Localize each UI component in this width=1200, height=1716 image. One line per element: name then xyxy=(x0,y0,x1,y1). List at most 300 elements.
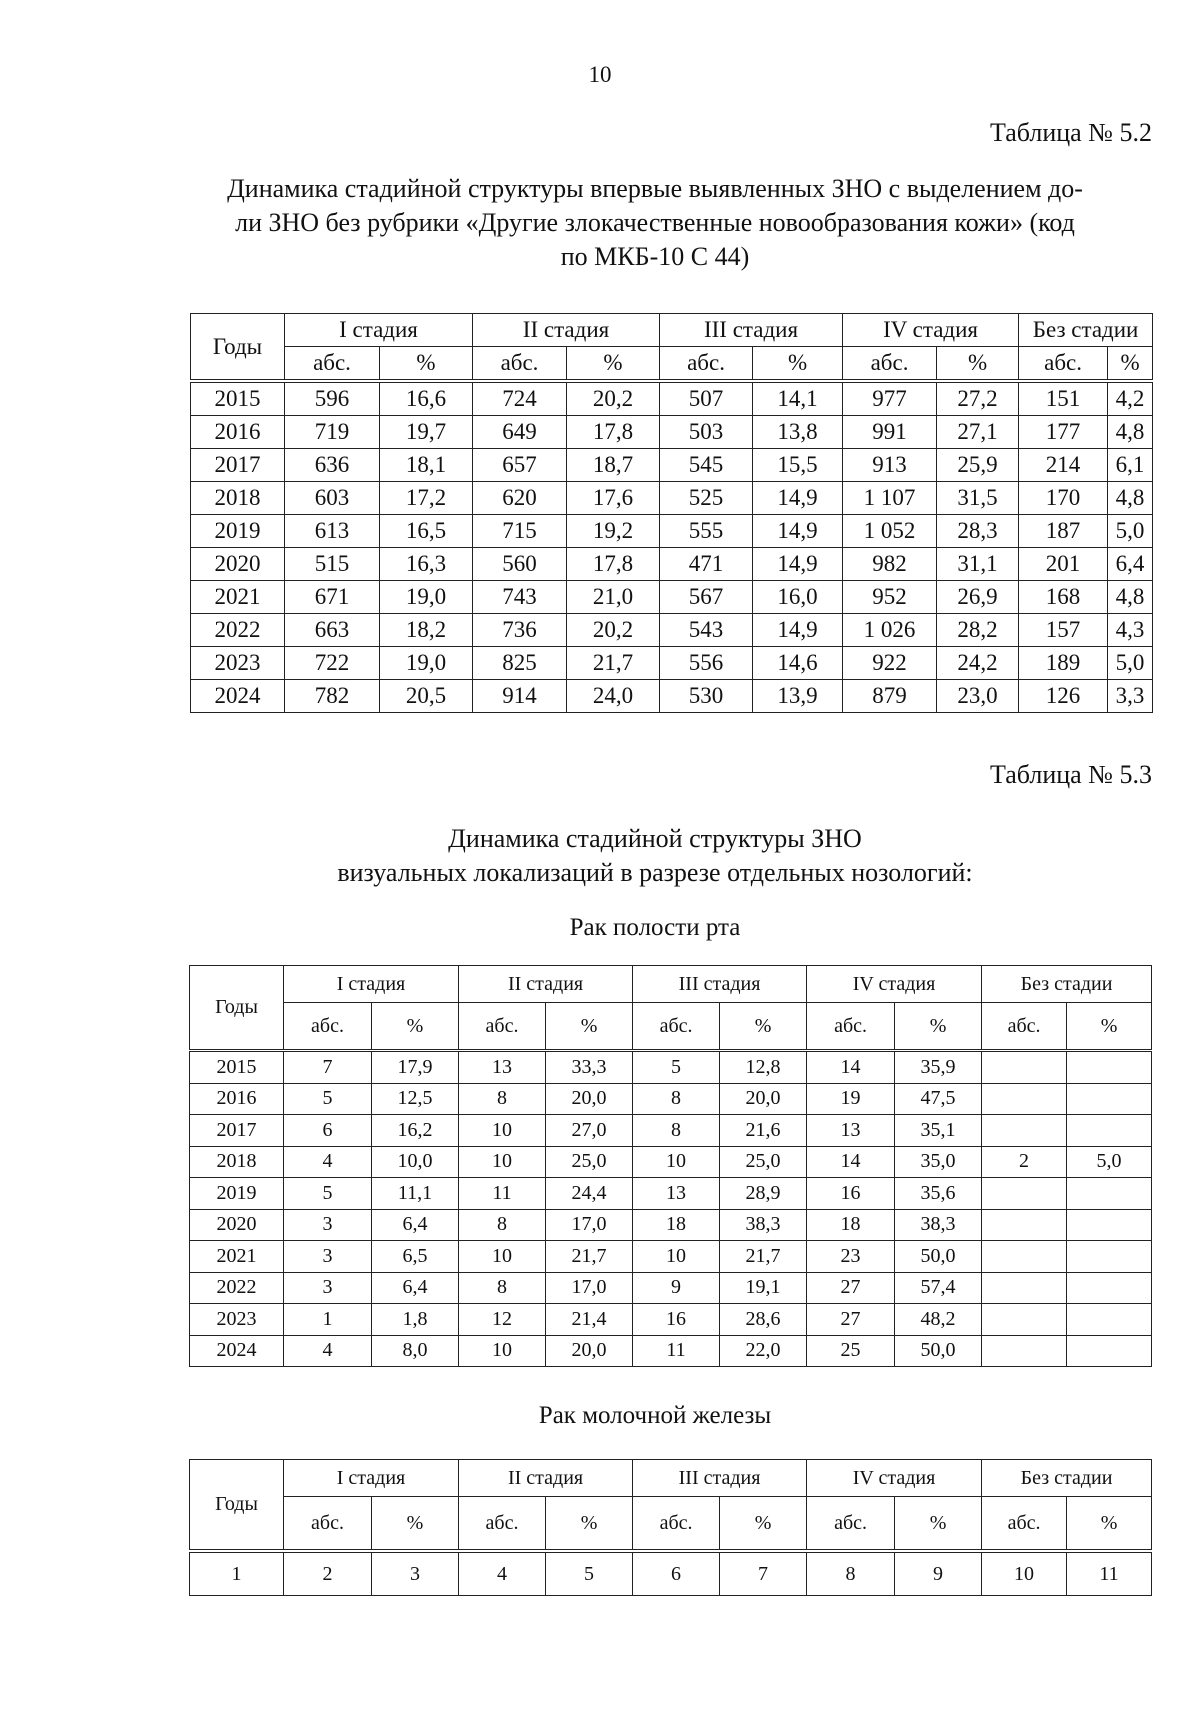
title-line: Динамика стадийной структуры ЗНО xyxy=(448,824,862,853)
value-cell: 151 xyxy=(1019,381,1108,416)
value-cell: 4 xyxy=(459,1551,546,1596)
value-cell: 5,0 xyxy=(1108,647,1153,680)
value-cell: 13,8 xyxy=(753,416,843,449)
table-5-2-title xyxy=(150,172,1160,274)
value-cell: 22,0 xyxy=(720,1335,807,1367)
value-cell: 715 xyxy=(473,515,567,548)
value-cell xyxy=(1067,1115,1152,1147)
breast-cancer-subtitle: Рак молочной железы xyxy=(538,1402,772,1429)
value-cell: 20,2 xyxy=(567,614,660,647)
value-cell: 33,3 xyxy=(546,1051,633,1084)
year-cell: 2019 xyxy=(191,515,285,548)
value-cell: 2 xyxy=(982,1146,1067,1178)
value-cell xyxy=(982,1241,1067,1273)
value-cell: 5 xyxy=(284,1083,372,1115)
value-cell: 126 xyxy=(1019,680,1108,713)
value-cell: 21,0 xyxy=(567,581,660,614)
abs-header: абс. xyxy=(843,347,937,382)
value-cell: 6,4 xyxy=(372,1209,459,1241)
value-cell: 5,0 xyxy=(1067,1146,1152,1178)
value-cell: 8,0 xyxy=(372,1335,459,1367)
year-cell: 1 xyxy=(190,1551,284,1596)
value-cell: 8 xyxy=(459,1209,546,1241)
table-row xyxy=(190,1272,1152,1304)
abs-header: абс. xyxy=(285,347,380,382)
value-cell: 913 xyxy=(843,449,937,482)
pct-header: % xyxy=(372,1003,459,1051)
value-cell: 10 xyxy=(459,1241,546,1273)
table-header xyxy=(190,966,1152,1051)
value-cell: 20,0 xyxy=(720,1083,807,1115)
abs-header: абс. xyxy=(459,1497,546,1552)
value-cell: 620 xyxy=(473,482,567,515)
value-cell: 11 xyxy=(633,1335,720,1367)
value-cell: 13,9 xyxy=(753,680,843,713)
value-cell: 26,9 xyxy=(937,581,1019,614)
value-cell: 952 xyxy=(843,581,937,614)
stage-header: II стадия xyxy=(473,314,660,347)
table-body xyxy=(191,381,1153,713)
year-cell: 2021 xyxy=(190,1241,284,1273)
value-cell: 6,5 xyxy=(372,1241,459,1273)
value-cell: 560 xyxy=(473,548,567,581)
value-cell: 471 xyxy=(660,548,753,581)
value-cell xyxy=(982,1051,1067,1084)
value-cell: 879 xyxy=(843,680,937,713)
value-cell: 5 xyxy=(284,1178,372,1210)
value-cell: 24,0 xyxy=(567,680,660,713)
value-cell: 4,8 xyxy=(1108,416,1153,449)
abs-header: абс. xyxy=(982,1497,1067,1552)
value-cell: 567 xyxy=(660,581,753,614)
year-cell: 2016 xyxy=(190,1083,284,1115)
abs-header: абс. xyxy=(807,1003,895,1051)
abs-header: абс. xyxy=(1019,347,1108,382)
value-cell: 982 xyxy=(843,548,937,581)
value-cell: 14,9 xyxy=(753,482,843,515)
oral-cancer-subtitle: Рак полости рта xyxy=(569,914,741,941)
table-header xyxy=(190,1460,1152,1552)
value-cell: 187 xyxy=(1019,515,1108,548)
stage-header: I стадия xyxy=(285,314,473,347)
year-cell: 2015 xyxy=(191,381,285,416)
value-cell: 6 xyxy=(284,1115,372,1147)
value-cell: 10 xyxy=(459,1146,546,1178)
value-cell: 27,1 xyxy=(937,416,1019,449)
table-header xyxy=(191,314,1153,382)
value-cell: 5 xyxy=(633,1051,720,1084)
year-cell: 2024 xyxy=(191,680,285,713)
value-cell: 4,8 xyxy=(1108,581,1153,614)
value-cell: 21,7 xyxy=(546,1241,633,1273)
year-cell: 2023 xyxy=(191,647,285,680)
value-cell: 719 xyxy=(285,416,380,449)
value-cell: 14,9 xyxy=(753,548,843,581)
value-cell: 503 xyxy=(660,416,753,449)
table-row xyxy=(191,548,1153,581)
value-cell: 977 xyxy=(843,381,937,416)
value-cell: 35,9 xyxy=(895,1051,982,1084)
value-cell: 991 xyxy=(843,416,937,449)
value-cell: 20,0 xyxy=(546,1335,633,1367)
value-cell: 170 xyxy=(1019,482,1108,515)
value-cell: 16,5 xyxy=(380,515,473,548)
value-cell xyxy=(1067,1335,1152,1367)
year-cell: 2022 xyxy=(191,614,285,647)
value-cell: 16,3 xyxy=(380,548,473,581)
value-cell: 724 xyxy=(473,381,567,416)
stage-header: Без стадии xyxy=(1019,314,1153,347)
value-cell: 31,5 xyxy=(937,482,1019,515)
value-cell: 24,2 xyxy=(937,647,1019,680)
value-cell: 3,3 xyxy=(1108,680,1153,713)
value-cell: 25,0 xyxy=(546,1146,633,1178)
year-cell: 2023 xyxy=(190,1304,284,1336)
value-cell: 17,9 xyxy=(372,1051,459,1084)
stage-header: III стадия xyxy=(633,1460,807,1497)
value-cell xyxy=(1067,1051,1152,1084)
value-cell: 507 xyxy=(660,381,753,416)
value-cell: 18,7 xyxy=(567,449,660,482)
value-cell xyxy=(1067,1083,1152,1115)
table-row xyxy=(191,482,1153,515)
value-cell: 545 xyxy=(660,449,753,482)
value-cell: 4 xyxy=(284,1146,372,1178)
stage-header: I стадия xyxy=(284,1460,459,1497)
value-cell: 7 xyxy=(284,1051,372,1084)
value-cell: 649 xyxy=(473,416,567,449)
value-cell: 1 107 xyxy=(843,482,937,515)
value-cell xyxy=(982,1335,1067,1367)
value-cell: 922 xyxy=(843,647,937,680)
value-cell: 177 xyxy=(1019,416,1108,449)
value-cell: 19,7 xyxy=(380,416,473,449)
value-cell: 12,5 xyxy=(372,1083,459,1115)
table-row xyxy=(191,614,1153,647)
pct-header: % xyxy=(1067,1497,1152,1552)
value-cell: 10,0 xyxy=(372,1146,459,1178)
table-row xyxy=(191,449,1153,482)
value-cell: 24,4 xyxy=(546,1178,633,1210)
value-cell: 14,9 xyxy=(753,614,843,647)
value-cell xyxy=(1067,1209,1152,1241)
value-cell: 5 xyxy=(546,1551,633,1596)
year-cell: 2016 xyxy=(191,416,285,449)
table-row xyxy=(190,1115,1152,1147)
value-cell: 9 xyxy=(633,1272,720,1304)
year-cell: 2020 xyxy=(191,548,285,581)
abs-header: абс. xyxy=(473,347,567,382)
value-cell: 515 xyxy=(285,548,380,581)
oral-cancer-table xyxy=(189,965,1152,1367)
value-cell: 636 xyxy=(285,449,380,482)
value-cell: 19,0 xyxy=(380,581,473,614)
value-cell: 603 xyxy=(285,482,380,515)
value-cell: 12,8 xyxy=(720,1051,807,1084)
stage-header: Без стадии xyxy=(982,966,1152,1003)
value-cell: 21,6 xyxy=(720,1115,807,1147)
value-cell: 722 xyxy=(285,647,380,680)
value-cell: 12 xyxy=(459,1304,546,1336)
table-body xyxy=(190,1551,1152,1596)
value-cell: 4,8 xyxy=(1108,482,1153,515)
stage-header: IV стадия xyxy=(843,314,1019,347)
value-cell: 14 xyxy=(807,1146,895,1178)
value-cell: 2 xyxy=(284,1551,372,1596)
title-line: визуальных локализаций в разрезе отдельных нозологий: xyxy=(337,858,973,887)
value-cell xyxy=(1067,1178,1152,1210)
value-cell: 14,1 xyxy=(753,381,843,416)
value-cell: 743 xyxy=(473,581,567,614)
value-cell: 25,0 xyxy=(720,1146,807,1178)
value-cell: 11,1 xyxy=(372,1178,459,1210)
value-cell: 16,0 xyxy=(753,581,843,614)
value-cell xyxy=(982,1083,1067,1115)
value-cell: 15,5 xyxy=(753,449,843,482)
value-cell: 20,2 xyxy=(567,381,660,416)
stage-header: I стадия xyxy=(284,966,459,1003)
value-cell: 10 xyxy=(459,1115,546,1147)
pct-header: % xyxy=(567,347,660,382)
value-cell: 825 xyxy=(473,647,567,680)
value-cell: 13 xyxy=(459,1051,546,1084)
value-cell: 11 xyxy=(459,1178,546,1210)
value-cell: 14 xyxy=(807,1051,895,1084)
value-cell: 27 xyxy=(807,1304,895,1336)
title-line: ли ЗНО без рубрики «Другие злокачественные новообразования кожи» (код xyxy=(235,208,1075,237)
value-cell: 16 xyxy=(633,1304,720,1336)
pct-header: % xyxy=(380,347,473,382)
value-cell: 20,5 xyxy=(380,680,473,713)
value-cell: 23 xyxy=(807,1241,895,1273)
abs-header: абс. xyxy=(660,347,753,382)
value-cell: 1,8 xyxy=(372,1304,459,1336)
value-cell: 38,3 xyxy=(720,1209,807,1241)
value-cell: 663 xyxy=(285,614,380,647)
value-cell: 4,2 xyxy=(1108,381,1153,416)
value-cell: 6 xyxy=(633,1551,720,1596)
value-cell: 736 xyxy=(473,614,567,647)
value-cell xyxy=(982,1115,1067,1147)
year-cell: 2018 xyxy=(190,1146,284,1178)
year-cell: 2019 xyxy=(190,1178,284,1210)
stage-header: III стадия xyxy=(660,314,843,347)
table-row xyxy=(190,1209,1152,1241)
pct-header: % xyxy=(720,1497,807,1552)
value-cell: 57,4 xyxy=(895,1272,982,1304)
value-cell: 10 xyxy=(459,1335,546,1367)
value-cell: 13 xyxy=(807,1115,895,1147)
value-cell: 782 xyxy=(285,680,380,713)
year-cell: 2021 xyxy=(191,581,285,614)
table-5-2 xyxy=(190,313,1153,713)
value-cell: 6,4 xyxy=(1108,548,1153,581)
year-cell: 2015 xyxy=(190,1051,284,1084)
value-cell: 21,4 xyxy=(546,1304,633,1336)
value-cell xyxy=(1067,1241,1152,1273)
table-row xyxy=(191,581,1153,614)
value-cell xyxy=(982,1178,1067,1210)
years-header: Годы xyxy=(191,314,285,382)
value-cell: 17,6 xyxy=(567,482,660,515)
value-cell: 555 xyxy=(660,515,753,548)
value-cell: 47,5 xyxy=(895,1083,982,1115)
value-cell xyxy=(1067,1304,1152,1336)
value-cell: 28,3 xyxy=(937,515,1019,548)
abs-header: абс. xyxy=(284,1003,372,1051)
value-cell: 25 xyxy=(807,1335,895,1367)
value-cell: 27,0 xyxy=(546,1115,633,1147)
value-cell: 1 xyxy=(284,1304,372,1336)
value-cell: 6,4 xyxy=(372,1272,459,1304)
value-cell: 4 xyxy=(284,1335,372,1367)
table-row xyxy=(190,1335,1152,1367)
value-cell: 27,2 xyxy=(937,381,1019,416)
value-cell xyxy=(1067,1272,1152,1304)
value-cell: 35,6 xyxy=(895,1178,982,1210)
year-cell: 2017 xyxy=(190,1115,284,1147)
value-cell: 31,1 xyxy=(937,548,1019,581)
pct-header: % xyxy=(895,1003,982,1051)
page-number: 10 xyxy=(588,62,612,87)
value-cell: 50,0 xyxy=(895,1335,982,1367)
value-cell: 1 052 xyxy=(843,515,937,548)
value-cell: 4,3 xyxy=(1108,614,1153,647)
year-cell: 2018 xyxy=(191,482,285,515)
value-cell: 6,1 xyxy=(1108,449,1153,482)
abs-header: абс. xyxy=(807,1497,895,1552)
table-row xyxy=(190,1178,1152,1210)
table-5-3-title xyxy=(150,822,1160,890)
abs-header: абс. xyxy=(633,1497,720,1552)
table-row xyxy=(191,381,1153,416)
value-cell: 17,0 xyxy=(546,1272,633,1304)
stage-header: IV стадия xyxy=(807,966,982,1003)
value-cell: 201 xyxy=(1019,548,1108,581)
value-cell: 21,7 xyxy=(720,1241,807,1273)
value-cell: 17,8 xyxy=(567,416,660,449)
table-row xyxy=(190,1551,1152,1596)
value-cell: 14,6 xyxy=(753,647,843,680)
table-row xyxy=(191,515,1153,548)
value-cell: 18 xyxy=(807,1209,895,1241)
value-cell: 543 xyxy=(660,614,753,647)
value-cell: 18 xyxy=(633,1209,720,1241)
pct-header: % xyxy=(895,1497,982,1552)
value-cell: 23,0 xyxy=(937,680,1019,713)
value-cell: 35,0 xyxy=(895,1146,982,1178)
year-cell: 2022 xyxy=(190,1272,284,1304)
value-cell: 27 xyxy=(807,1272,895,1304)
value-cell: 13 xyxy=(633,1178,720,1210)
value-cell: 28,2 xyxy=(937,614,1019,647)
value-cell xyxy=(982,1272,1067,1304)
abs-header: абс. xyxy=(633,1003,720,1051)
abs-header: абс. xyxy=(459,1003,546,1051)
value-cell: 38,3 xyxy=(895,1209,982,1241)
value-cell: 613 xyxy=(285,515,380,548)
table-row xyxy=(191,680,1153,713)
value-cell: 596 xyxy=(285,381,380,416)
pct-header: % xyxy=(372,1497,459,1552)
value-cell: 3 xyxy=(284,1209,372,1241)
year-cell: 2024 xyxy=(190,1335,284,1367)
years-header: Годы xyxy=(190,1460,284,1552)
value-cell: 17,2 xyxy=(380,482,473,515)
value-cell: 3 xyxy=(372,1551,459,1596)
stage-header: III стадия xyxy=(633,966,807,1003)
value-cell: 14,9 xyxy=(753,515,843,548)
value-cell: 214 xyxy=(1019,449,1108,482)
value-cell: 20,0 xyxy=(546,1083,633,1115)
value-cell: 17,8 xyxy=(567,548,660,581)
value-cell: 18,1 xyxy=(380,449,473,482)
table-row xyxy=(190,1241,1152,1273)
value-cell: 8 xyxy=(633,1083,720,1115)
value-cell: 7 xyxy=(720,1551,807,1596)
value-cell: 19,0 xyxy=(380,647,473,680)
value-cell: 914 xyxy=(473,680,567,713)
stage-header: Без стадии xyxy=(982,1460,1152,1497)
value-cell: 19 xyxy=(807,1083,895,1115)
stage-header: II стадия xyxy=(459,1460,633,1497)
value-cell: 17,0 xyxy=(546,1209,633,1241)
value-cell: 18,2 xyxy=(380,614,473,647)
value-cell xyxy=(982,1209,1067,1241)
value-cell: 10 xyxy=(982,1551,1067,1596)
year-cell: 2017 xyxy=(191,449,285,482)
value-cell: 16 xyxy=(807,1178,895,1210)
value-cell: 530 xyxy=(660,680,753,713)
pct-header: % xyxy=(720,1003,807,1051)
year-cell: 2020 xyxy=(190,1209,284,1241)
value-cell: 28,6 xyxy=(720,1304,807,1336)
table-5-3-label: Таблица № 5.3 xyxy=(989,760,1152,789)
value-cell: 157 xyxy=(1019,614,1108,647)
value-cell: 5,0 xyxy=(1108,515,1153,548)
value-cell: 3 xyxy=(284,1241,372,1273)
value-cell: 8 xyxy=(807,1551,895,1596)
value-cell: 19,2 xyxy=(567,515,660,548)
table-row xyxy=(190,1083,1152,1115)
value-cell: 35,1 xyxy=(895,1115,982,1147)
value-cell: 16,2 xyxy=(372,1115,459,1147)
value-cell: 168 xyxy=(1019,581,1108,614)
value-cell: 189 xyxy=(1019,647,1108,680)
pct-header: % xyxy=(546,1497,633,1552)
value-cell: 1 026 xyxy=(843,614,937,647)
value-cell: 657 xyxy=(473,449,567,482)
value-cell: 8 xyxy=(459,1272,546,1304)
pct-header: % xyxy=(1067,1003,1152,1051)
value-cell: 16,6 xyxy=(380,381,473,416)
table-row xyxy=(190,1051,1152,1084)
value-cell: 9 xyxy=(895,1551,982,1596)
value-cell: 21,7 xyxy=(567,647,660,680)
title-line: по МКБ-10 С 44) xyxy=(560,242,750,271)
pct-header: % xyxy=(937,347,1019,382)
value-cell: 671 xyxy=(285,581,380,614)
breast-cancer-table xyxy=(189,1459,1152,1596)
years-header: Годы xyxy=(190,966,284,1051)
value-cell: 50,0 xyxy=(895,1241,982,1273)
table-5-2-label: Таблица № 5.2 xyxy=(989,118,1152,147)
pct-header: % xyxy=(1108,347,1153,382)
abs-header: абс. xyxy=(284,1497,372,1552)
value-cell: 8 xyxy=(633,1115,720,1147)
value-cell xyxy=(982,1304,1067,1336)
value-cell: 48,2 xyxy=(895,1304,982,1336)
